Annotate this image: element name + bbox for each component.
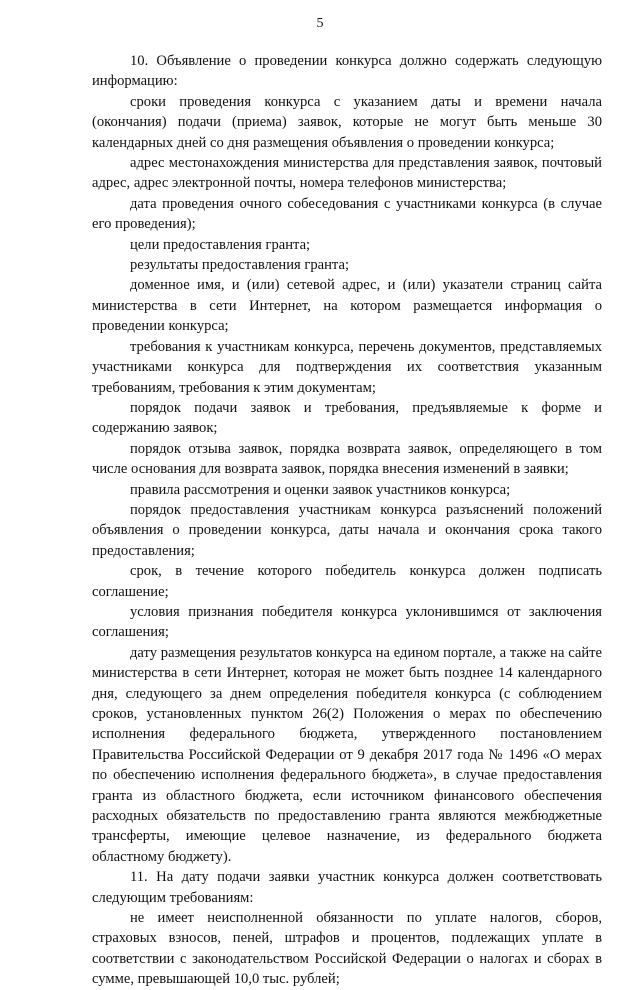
paragraph-review-rules: правила рассмотрения и оценки заявок участников конкурса;	[130, 481, 511, 498]
paragraph-ministry-address: адрес местонахождения министерства для представления заявок, почтовый адрес, адрес электронной почты, номера телефонов министерства;	[92, 155, 602, 192]
paragraph-clarifications: порядок предоставления участникам конкурса разъяснений положений объявления о проведении конкурса, даты начала и окончания срока такого предоставления;	[92, 501, 602, 559]
paragraph-application-deadlines: сроки проведения конкурса с указанием даты и времени начала (окончания) подачи (приема) заявок, которые не могут быть меньше 30 календарных дней со дня размещения объявления о проведении конкурса;	[92, 93, 602, 151]
paragraph-evasion-conditions: условия признания победителя конкурса уклонившимся от заключения соглашения;	[92, 603, 602, 641]
paragraph-submission-procedure: порядок подачи заявок и требования, предъявляемые к форме и содержанию заявок;	[92, 399, 602, 437]
paragraph-domain-name: доменное имя, и (или) сетевой адрес, и (или) указатели страниц сайта министерства в сети Интернет, на котором размещается информация о проведении конкурса;	[92, 277, 602, 335]
paragraph-item-10-intro: 10. Объявление о проведении конкурса должно содержать следующую информацию:	[92, 53, 602, 90]
paragraph-signing-deadline: срок, в течение которого победитель конкурса должен подписать соглашение;	[92, 563, 602, 600]
paragraph-results-publication: дату размещения результатов конкурса на едином портале, а также на сайте министерства в сети Интернет, которая не может быть позднее 14 календарного дня, следующего за днем определения победителя конкурса (с соблюдением сроков, установленных пунктом 26(2) Положения о мерах по обеспечению исполнения федерального бюджета, утвержденного постановлением Правительства Российской Федерации от 9 декабря 2017 года № 1496 «О мерах по обеспечению исполнения федерального бюджета», в случае предоставления гранта из областного бюджета, если источником финансового обеспечения расходных обязательств по предоставлению гранта являются межбюджетные трансферты, имеющие целевое назначение, из федерального бюджета областному бюджету).	[92, 644, 602, 865]
paragraph-interview-date: дата проведения очного собеседования с участниками конкурса (в случае его проведения);	[92, 195, 602, 233]
paragraph-grant-results: результаты предоставления гранта;	[130, 257, 350, 274]
page-number: 5	[316, 16, 324, 31]
paragraph-withdrawal-procedure: порядок отзыва заявок, порядка возврата заявок, определяющего в том числе основания для возврата заявок, порядка внесения изменений в заявки;	[92, 440, 602, 478]
document-body	[92, 51, 602, 990]
paragraph-grant-goals: цели предоставления гранта;	[130, 236, 311, 253]
paragraph-item-11-intro: 11. На дату подачи заявки участник конкурса должен соответствовать следующим требованиям:	[92, 869, 602, 906]
paragraph-participant-requirements: требования к участникам конкурса, перечень документов, представляемых участниками конкурса для подтверждения их соответствия указанным требованиям, требования к этим документам;	[92, 338, 602, 396]
paragraph-tax-obligations: не имеет неисполненной обязанности по уплате налогов, сборов, страховых взносов, пеней, штрафов и процентов, подлежащих уплате в соответствии с законодательством Российской Федерации о налогах и сборах в сумме, превышающей 10,0 тыс. рублей;	[92, 910, 602, 988]
